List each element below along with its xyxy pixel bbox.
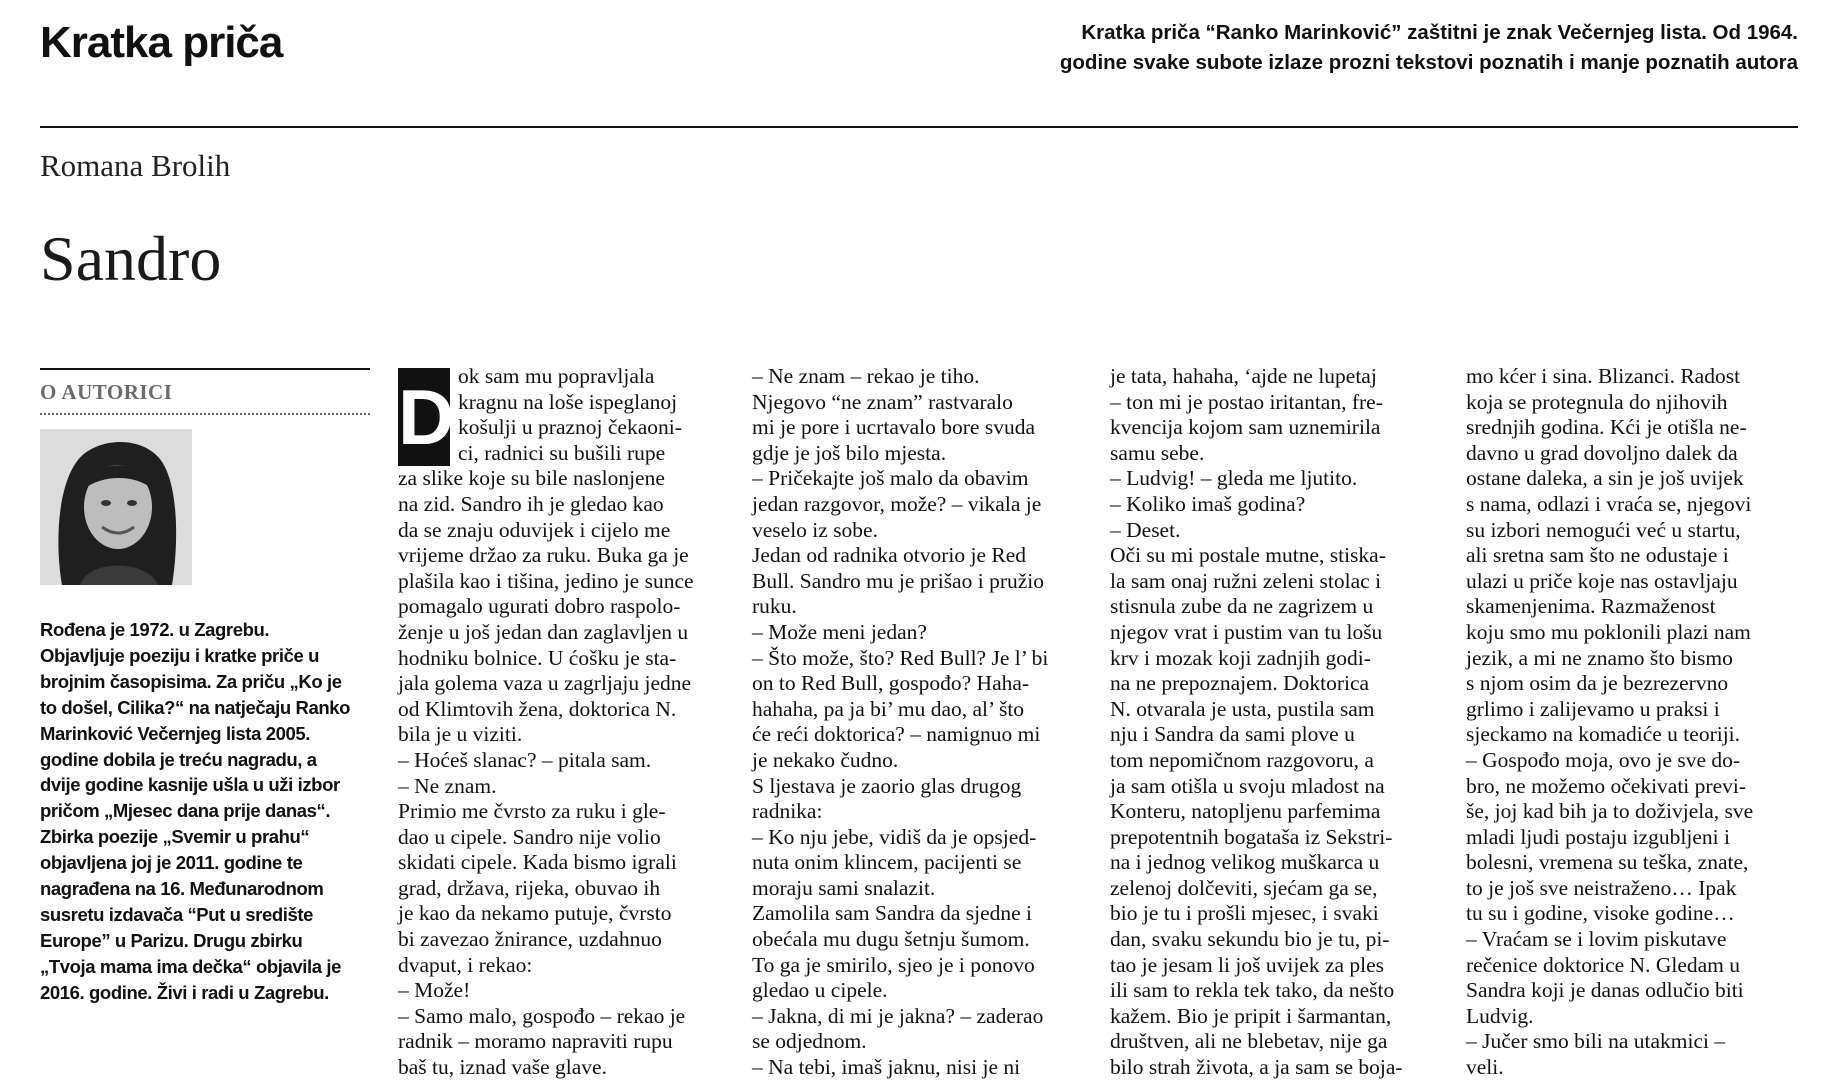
- story-line: – ton mi je postao iritantan, fre-: [1110, 389, 1383, 414]
- drop-cap: D: [398, 368, 450, 466]
- bio-line: Europe” u Parizu. Drugu zbirku: [40, 929, 303, 951]
- story-line: prepotentnih bogataša iz Sekstri-: [1110, 824, 1393, 849]
- story-line: – Ne znam.: [398, 773, 497, 798]
- story-line: ulazi u priče koje nas ostavljaju: [1466, 568, 1738, 593]
- story-line: košulji u praznoj čekaoni-: [458, 415, 682, 440]
- story-line: – Ne znam – rekao je tiho.: [752, 364, 980, 388]
- story-line: zelenoj dolčeviti, sjećam ga se,: [1110, 875, 1378, 900]
- bio-line: nagrađena na 16. Međunarodnom: [40, 878, 324, 900]
- story-line: bila je u viziti.: [398, 722, 523, 747]
- story-line: vrijeme držao za ruku. Buka ga je: [398, 543, 689, 568]
- story-line: na i jednog velikog muškarca u: [1110, 850, 1380, 875]
- story-line: – Gospođo moja, ovo je sve do-: [1466, 747, 1741, 772]
- story-line: – Ludvig! – gleda me ljutito.: [1110, 466, 1358, 491]
- series-intro: [848, 18, 1798, 78]
- story-line: na ne prepoznajem. Doktorica: [1110, 671, 1370, 696]
- section-title: Kratka priča: [40, 18, 283, 67]
- story-line: tom nepomičnom razgovoru, a: [1110, 747, 1374, 772]
- story-line: ili sam to rekla tek tako, da nešto: [1110, 978, 1395, 1003]
- bio-line: Zbirka poezije „Svemir u prahu“: [40, 826, 310, 848]
- story-line: za slike koje su bile naslonjene: [398, 466, 665, 491]
- story-line: bolesni, vremena su teška, znate,: [1466, 850, 1749, 875]
- story-line: – Pričekajte još malo da obavim: [752, 466, 1029, 491]
- story-line: dvaput, i rekao:: [398, 952, 533, 977]
- author-name: Romana Brolih: [40, 148, 231, 183]
- story-line: s nama, odlazi i vraća se, njegovi: [1466, 491, 1752, 516]
- story-line: koja se protegnula do njihovih: [1466, 389, 1728, 414]
- bio-line: dvije godine kasnije ušla u uži izbor: [40, 774, 340, 796]
- story-line: mladi ljudi postaju izgubljeni i: [1466, 824, 1730, 849]
- story-line: – Hoćeš slanac? – pitala sam.: [398, 747, 652, 772]
- bio-line: Rođena je 1972. u Zagrebu.: [40, 619, 270, 640]
- story-line: radnik – moramo napraviti rupu: [398, 1029, 673, 1054]
- story-line: od Klimtovih žena, doktorica N.: [398, 696, 677, 721]
- intro-line: Kratka priča “Ranko Marinković” zaštitni je znak Večernjeg lista. Od 1964.: [1081, 21, 1798, 44]
- story-line: bi zavezao žnirance, uzdahnuo: [398, 927, 662, 952]
- story-line: – Na tebi, imaš jaknu, nisi je ni: [752, 1055, 1021, 1080]
- story-column-2: [752, 364, 1082, 1081]
- story-line: bro, ne možemo očekivati previ-: [1466, 773, 1746, 798]
- header-divider: [40, 126, 1798, 128]
- dotted-divider: [40, 413, 370, 415]
- story-line: dao u cipele. Sandro nije volio: [398, 824, 661, 849]
- story-line: grad, država, rijeka, obuvao ih: [398, 875, 661, 900]
- story-line: gledao u cipele.: [752, 978, 888, 1003]
- bio-line: objavljena joj je 2011. godine te: [40, 852, 303, 874]
- story-line: stisnula zube da ne zagrizem u: [1110, 594, 1374, 619]
- story-line: Sandra koji je danas odlučio biti: [1466, 978, 1744, 1003]
- bio-line: 2016. godine. Živi i radi u Zagrebu.: [40, 981, 329, 1003]
- story-line: kažem. Bio je pripit i šarmantan,: [1110, 1003, 1392, 1028]
- story-line: je nekako čudno.: [752, 747, 899, 772]
- story-line: – Jučer smo bili na utakmici –: [1466, 1029, 1726, 1054]
- story-line: to je još sve neistraženo… Ipak: [1466, 875, 1737, 900]
- story-line: veselo iz sobe.: [752, 517, 878, 542]
- story-line: s njom osim da je bezrezervno: [1466, 671, 1729, 696]
- story-line: S ljestava je zaorio glas drugog: [752, 773, 1022, 798]
- story-line: ostane daleka, a sin je još uvijek: [1466, 466, 1744, 491]
- story-line: plašila kao i tišina, jedino je sunce: [398, 568, 694, 593]
- story-line: še, joj kad bih ja to doživjela, sve: [1466, 799, 1754, 824]
- story-line: bio je tu i prošli mjesec, i svaki: [1110, 901, 1379, 926]
- bio-line: godine dobila je treću nagradu, a: [40, 748, 317, 770]
- story-line: veli.: [1466, 1055, 1504, 1080]
- bio-line: susretu izdavača “Put u središte: [40, 903, 314, 925]
- story-line: grlimo i zalijevamo u praksi i: [1466, 696, 1720, 721]
- story-line: – Koliko imaš godina?: [1110, 491, 1306, 516]
- story-line: ruku.: [752, 594, 797, 619]
- story-line: hodniku bolnice. U ćošku je sta-: [398, 645, 677, 670]
- story-line: jala golema vaza u zagrljaju jedne: [398, 671, 692, 696]
- story-line: – Može!: [398, 978, 471, 1003]
- bio-line: Objavljuje poeziju i kratke priče u: [40, 644, 320, 666]
- story-line: davno u grad dovoljno dalek da: [1466, 440, 1738, 465]
- story-line: skamenjenima. Razmaženost: [1466, 594, 1716, 619]
- story-line: – Ko nju jebe, vidiš da je opsjed-: [752, 824, 1037, 849]
- story-line: Ludvig.: [1466, 1003, 1534, 1028]
- story-line: Bull. Sandro mu je prišao i pružio: [752, 568, 1045, 593]
- story-line: Jedan od radnika otvorio je Red: [752, 543, 1027, 568]
- story-line: kvencija kojom sam uznemirila: [1110, 415, 1381, 440]
- story-line: bilo strah života, a ja sam se boja-: [1110, 1055, 1403, 1080]
- story-line: rečenice doktorice N. Gledam u: [1466, 952, 1740, 977]
- story-title: Sandro: [40, 223, 222, 294]
- story-line: ja sam otišla u svoju mladost na: [1110, 773, 1385, 798]
- story-line: su izbori nemogući već u startu,: [1466, 517, 1741, 542]
- story-line: obećala mu dugu šetnju šumom.: [752, 927, 1030, 952]
- story-line: nuta onim klincem, pacijenti se: [752, 850, 1022, 875]
- story-line: baš tu, iznad vaše glave.: [398, 1055, 607, 1080]
- story-line: Njegovo “ne znam” rastvaralo: [752, 389, 1013, 414]
- story-line: – Može meni jedan?: [752, 619, 927, 644]
- story-line: – Deset.: [1110, 517, 1181, 542]
- author-bio: [40, 617, 370, 1006]
- story-line: – Vraćam se i lovim piskutave: [1466, 927, 1727, 952]
- story-line: – Jakna, di mi je jakna? – zaderao: [752, 1003, 1044, 1028]
- bio-line: „Tvoja mama ima dečka“ objavila je: [40, 955, 342, 977]
- story-line: sjeckamo na komadiće u teoriji.: [1466, 722, 1741, 747]
- story-line: krv i mozak koji zadnjih godi-: [1110, 645, 1371, 670]
- story-line: je kao da nekamo putuje, čvrsto: [398, 901, 672, 926]
- story-line: pomagalo ugurati dobro raspolo-: [398, 594, 681, 619]
- story-line: Zamolila sam Sandra da sjedne i: [752, 901, 1033, 926]
- sidebar-divider: [40, 368, 370, 370]
- story-line: nju i Sandra da sami plove u: [1110, 722, 1355, 747]
- story-line: ženje u još jedan dan zaglavljen u: [398, 619, 689, 644]
- story-line: jezik, a mi ne znamo što bismo: [1466, 645, 1733, 670]
- story-line: jedan razgovor, može? – vikala je: [752, 491, 1042, 516]
- story-line: gdje je još bilo mjesta.: [752, 440, 947, 465]
- story-line: ci, radnici su bušili rupe: [458, 440, 666, 465]
- story-line: mo kćer i sina. Blizanci. Radost: [1466, 364, 1741, 388]
- bio-line: pričom „Mjesec dana prije danas“.: [40, 800, 331, 822]
- story-line: skidati cipele. Kada bismo igrali: [398, 850, 677, 875]
- story-column-3: [1110, 364, 1440, 1081]
- story-line: on to Red Bull, gospođo? Haha-: [752, 671, 1030, 696]
- story-line: samu sebe.: [1110, 440, 1205, 465]
- story-line: – Što može, što? Red Bull? Je l’ bi: [752, 645, 1049, 670]
- story-line: se odjednom.: [752, 1029, 867, 1054]
- story-line: la sam onaj ružni zeleni stolac i: [1110, 568, 1382, 593]
- story-line: To ga je smirilo, sjeo je i ponovo: [752, 952, 1035, 977]
- intro-line: godine svake subote izlaze prozni tekstovi poznatih i manje poznatih autora: [1059, 51, 1798, 74]
- story-line: na zid. Sandro ih je gledao kao: [398, 491, 664, 516]
- story-line: – Samo malo, gospođo – rekao je: [398, 1003, 686, 1028]
- about-author-box: [40, 368, 370, 1006]
- story-line: društven, ali ne blebetav, nije ga: [1110, 1029, 1388, 1054]
- story-line: Konteru, natopljenu parfemima: [1110, 799, 1381, 824]
- story-line: da se znaju oduvijek i cijelo me: [398, 517, 671, 542]
- story-line: Oči su mi postale mutne, stiska-: [1110, 543, 1386, 568]
- story-line: tao je jesam li još uvijek za ples: [1110, 952, 1385, 977]
- sidebar-heading: O AUTORICI: [40, 380, 173, 404]
- story-line: radnika:: [752, 799, 823, 824]
- story-line: će reći doktorica? – namignuo mi: [752, 722, 1041, 747]
- bio-line: Marinković Večernjeg lista 2005.: [40, 722, 310, 744]
- story-line: srednjih godina. Kći je otišla ne-: [1466, 415, 1747, 440]
- story-line: ok sam mu popravljala: [458, 364, 655, 388]
- story-line: ali sretna sam što ne odustaje i: [1466, 543, 1729, 568]
- story-line: Primio me čvrsto za ruku i gle-: [398, 799, 666, 824]
- story-line: kragnu na loše ispeglanoj: [458, 389, 678, 414]
- story-line: mi je pore i ucrtavalo bore svuda: [752, 415, 1035, 440]
- story-line: moraju sami snalazit.: [752, 875, 936, 900]
- story-line: dan, svaku sekundu bio je tu, pi-: [1110, 927, 1390, 952]
- story-line: N. otvarala je usta, pustila sam: [1110, 696, 1375, 721]
- story-line: tu su i godine, visoke godine…: [1466, 901, 1735, 926]
- story-column-4: [1466, 364, 1796, 1081]
- story-line: hahaha, pa ja bi’ mu dao, al’ što: [752, 696, 1025, 721]
- story-line: njegov vrat i pustim van tu lošu: [1110, 619, 1383, 644]
- bio-line: brojnim časopisima. Za priču „Ko je: [40, 670, 342, 692]
- story-line: koju smo mu poklonili plazi nam: [1466, 619, 1751, 644]
- bio-line: to došel, Cilika?“ na natječaju Ranko: [40, 696, 351, 718]
- author-portrait: [40, 429, 192, 585]
- story-column-1: [398, 364, 728, 1081]
- story-line: je tata, hahaha, ‘ajde ne lupetaj: [1110, 364, 1377, 388]
